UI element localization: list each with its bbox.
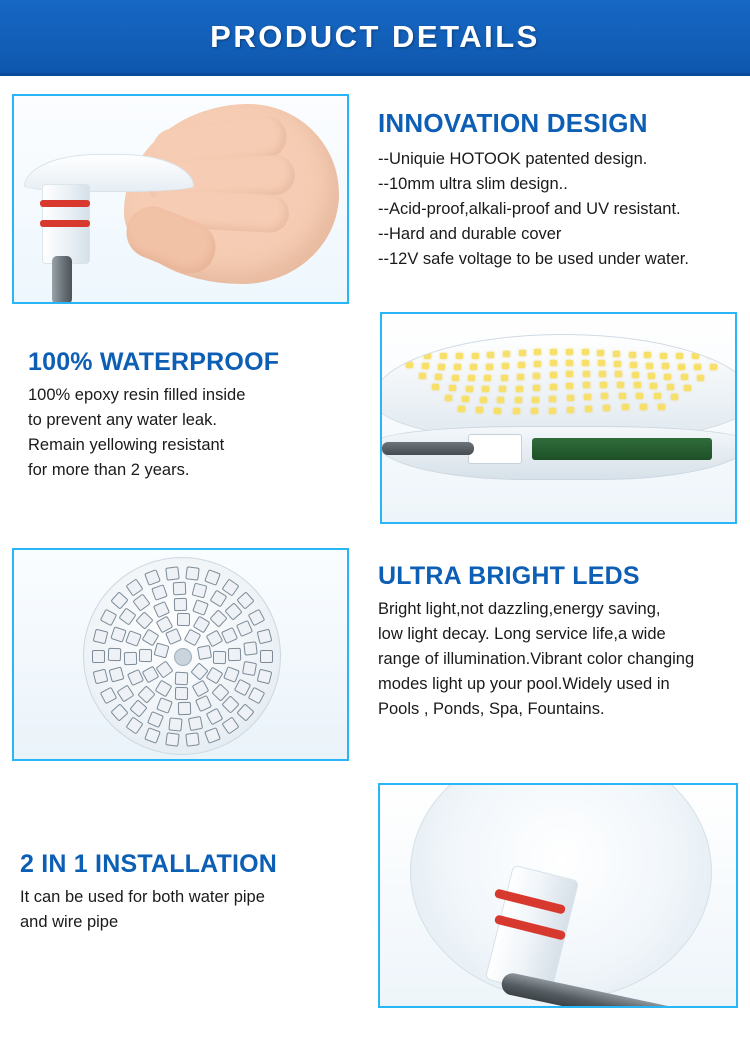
pipe-connection-illustration	[380, 785, 736, 1006]
pcb-disc-icon	[83, 557, 281, 755]
led-dot-icon	[667, 384, 674, 390]
red-ring-icon	[40, 220, 90, 227]
led-board-side-illustration	[382, 314, 735, 522]
innovation-design-line: --Hard and durable cover	[378, 225, 562, 243]
innovation-design-line: --12V safe voltage to be used under water.	[378, 250, 689, 268]
led-chip-icon	[133, 593, 151, 611]
led-dot-grid	[393, 347, 733, 417]
waterproof-line: 100% epoxy resin filled inside	[28, 386, 246, 404]
ultra-bright-leds-image	[12, 548, 349, 761]
led-chip-icon	[165, 566, 179, 580]
led-dot-icon	[723, 352, 730, 358]
page-header	[0, 0, 750, 76]
led-chip-icon	[188, 716, 203, 731]
led-chip-icon	[221, 717, 239, 735]
led-chip-icon	[92, 650, 105, 663]
led-chip-icon	[99, 687, 117, 705]
led-dot-icon	[445, 395, 452, 401]
led-dot-icon	[684, 385, 691, 391]
innovation-design-line: --10mm ultra slim design..	[378, 175, 568, 193]
led-dot-icon	[532, 397, 539, 403]
led-dot-icon	[435, 374, 442, 380]
red-ring-icon	[40, 200, 90, 207]
pcb-strip-icon	[532, 438, 712, 460]
led-chip-icon	[152, 601, 169, 618]
led-dot-icon	[603, 405, 610, 411]
led-dot-icon	[502, 363, 509, 369]
led-chip-icon	[135, 612, 153, 630]
led-chip-icon	[93, 629, 109, 645]
led-chip-icon	[175, 672, 189, 686]
led-dot-icon	[654, 393, 661, 399]
led-chip-icon	[93, 669, 109, 685]
led-dot-icon	[466, 386, 473, 392]
led-dot-icon	[482, 386, 489, 392]
waterproof-line: to prevent any water leak.	[28, 411, 217, 429]
led-chip-icon	[205, 667, 223, 685]
led-dot-icon	[583, 382, 590, 388]
led-chip-icon	[99, 609, 117, 627]
led-dot-icon	[676, 353, 683, 359]
led-chip-icon	[144, 727, 161, 744]
led-chip-icon	[155, 679, 173, 697]
led-chip-icon	[248, 609, 266, 627]
led-chip-icon	[192, 599, 209, 616]
led-dot-icon	[458, 406, 465, 412]
waterproof-line: Remain yellowing resistant	[28, 436, 225, 454]
led-dot-icon	[550, 372, 557, 378]
led-dot-icon	[660, 353, 667, 359]
led-chip-icon	[109, 667, 125, 683]
waterproof-heading: 100% WATERPROOF	[28, 348, 280, 376]
led-chip-icon	[110, 626, 127, 643]
led-chip-icon	[192, 583, 208, 599]
led-dot-icon	[550, 349, 557, 355]
pcb-center-icon	[174, 648, 192, 666]
led-chip-icon	[204, 570, 221, 587]
led-chip-icon	[144, 570, 161, 587]
led-chip-icon	[125, 630, 142, 647]
led-dot-icon	[566, 349, 573, 355]
led-dot-icon	[484, 375, 491, 381]
led-dot-icon	[549, 408, 556, 414]
led-chip-icon	[204, 727, 221, 744]
led-dot-icon	[566, 360, 573, 366]
led-chip-icon	[126, 717, 144, 735]
led-chip-icon	[139, 649, 152, 662]
led-dot-icon	[619, 393, 626, 399]
led-dot-icon	[697, 375, 704, 381]
led-dot-icon	[470, 364, 477, 370]
led-dot-icon	[487, 352, 494, 358]
led-dot-icon	[531, 408, 538, 414]
innovation-design-image	[12, 94, 349, 304]
led-chip-icon	[176, 613, 189, 626]
led-chip-icon	[221, 626, 238, 643]
waterproof-text-block	[28, 348, 358, 483]
led-dot-icon	[494, 408, 501, 414]
ultra-bright-leds-text-block	[378, 562, 746, 722]
installation-heading: 2 IN 1 INSTALLATION	[20, 850, 278, 878]
led-dot-icon	[583, 371, 590, 377]
led-dot-icon	[615, 371, 622, 377]
led-dot-icon	[503, 351, 510, 357]
led-dot-icon	[646, 363, 653, 369]
led-dot-icon	[692, 353, 699, 359]
led-dot-icon	[671, 394, 678, 400]
led-dot-icon	[518, 362, 525, 368]
component-icon	[468, 434, 522, 464]
led-dot-icon	[534, 349, 541, 355]
led-dot-icon	[409, 352, 416, 358]
led-chip-icon	[248, 687, 266, 705]
led-dot-icon	[456, 353, 463, 359]
led-dot-icon	[486, 364, 493, 370]
led-dot-icon	[632, 372, 639, 378]
led-dot-icon	[582, 349, 589, 355]
installation-line: and wire pipe	[20, 913, 119, 931]
led-dot-icon	[648, 373, 655, 379]
led-dot-icon	[566, 371, 573, 377]
led-dot-icon	[630, 362, 637, 368]
installation-image	[378, 783, 738, 1008]
led-chip-icon	[110, 703, 128, 721]
led-chip-icon	[260, 650, 273, 663]
led-chip-icon	[256, 629, 272, 645]
led-dot-icon	[617, 382, 624, 388]
innovation-design-text-block	[378, 108, 740, 272]
led-dot-icon	[517, 374, 524, 380]
circular-pcb-illustration	[14, 550, 347, 759]
led-dot-icon	[534, 361, 541, 367]
ultra-bright-leds-line: low light decay. Long service life,a wide	[378, 625, 666, 643]
led-dot-icon	[681, 374, 688, 380]
led-dot-icon	[472, 353, 479, 359]
led-chip-icon	[173, 582, 187, 596]
led-dot-icon	[449, 385, 456, 391]
led-dot-icon	[513, 408, 520, 414]
installation-text-block	[20, 850, 360, 935]
led-dot-icon	[707, 352, 714, 358]
led-dot-icon	[600, 382, 607, 388]
led-chip-icon	[177, 702, 190, 715]
led-dot-icon	[658, 404, 665, 410]
led-chip-icon	[153, 643, 169, 659]
led-dot-icon	[519, 350, 526, 356]
cable-icon	[52, 256, 72, 304]
led-dot-icon	[567, 395, 574, 401]
led-dot-icon	[710, 364, 717, 370]
led-dot-icon	[480, 397, 487, 403]
led-dot-icon	[644, 352, 651, 358]
led-chip-icon	[243, 641, 257, 655]
led-dot-icon	[566, 383, 573, 389]
led-chip-icon	[116, 684, 134, 702]
led-chip-icon	[147, 710, 164, 727]
innovation-design-line: --Uniquie HOTOOK patented design.	[378, 150, 648, 168]
led-dot-icon	[432, 384, 439, 390]
led-dot-icon	[406, 362, 413, 368]
led-dot-icon	[597, 350, 604, 356]
led-dot-icon	[584, 394, 591, 400]
led-dot-icon	[664, 374, 671, 380]
led-dot-icon	[516, 386, 523, 392]
hand-pressing-cover-illustration	[14, 96, 347, 302]
led-dot-icon	[634, 382, 641, 388]
led-chip-icon	[197, 645, 212, 660]
led-dot-icon	[601, 393, 608, 399]
led-dot-icon	[438, 364, 445, 370]
led-chip-icon	[256, 669, 272, 685]
innovation-design-line: --Acid-proof,alkali-proof and UV resistant.	[378, 200, 681, 218]
led-chip-icon	[206, 708, 224, 726]
led-chip-icon	[223, 666, 240, 683]
led-chip-icon	[236, 620, 253, 637]
led-chip-icon	[185, 733, 199, 747]
led-dot-icon	[599, 371, 606, 377]
led-dot-icon	[476, 407, 483, 413]
led-chip-icon	[156, 697, 173, 714]
led-dot-icon	[640, 404, 647, 410]
led-dot-icon	[598, 360, 605, 366]
led-chip-icon	[236, 703, 254, 721]
led-dot-icon	[422, 363, 429, 369]
innovation-design-heading: INNOVATION DESIGN	[378, 108, 648, 138]
led-dot-icon	[452, 375, 459, 381]
led-dot-icon	[678, 364, 685, 370]
led-dot-icon	[662, 363, 669, 369]
cable-icon	[382, 442, 474, 455]
waterproof-image	[380, 312, 737, 524]
led-dot-icon	[499, 386, 506, 392]
led-chip-icon	[209, 590, 227, 608]
led-dot-icon	[462, 396, 469, 402]
led-dot-icon	[622, 404, 629, 410]
led-dot-icon	[629, 352, 636, 358]
ultra-bright-leds-line: range of illumination.Vibrant color changing	[378, 650, 695, 668]
led-dot-icon	[636, 393, 643, 399]
led-chip-icon	[165, 628, 182, 645]
led-chip-icon	[118, 607, 136, 625]
waterproof-line: for more than 2 years.	[28, 461, 190, 479]
led-chip-icon	[228, 648, 241, 661]
led-chip-icon	[108, 648, 121, 661]
page-title: PRODUCT DETAILS	[210, 18, 540, 54]
led-dot-icon	[613, 351, 620, 357]
ultra-bright-leds-line: Pools , Ponds, Spa, Fountains.	[378, 700, 605, 718]
led-chip-icon	[168, 717, 182, 731]
led-dot-icon	[497, 397, 504, 403]
led-dot-icon	[393, 351, 400, 357]
led-dot-icon	[549, 396, 556, 402]
led-dot-icon	[550, 384, 557, 390]
led-chip-icon	[174, 598, 187, 611]
led-dot-icon	[533, 385, 540, 391]
led-dot-icon	[440, 353, 447, 359]
led-chip-icon	[165, 733, 179, 747]
led-chip-icon	[242, 661, 257, 676]
led-dot-icon	[550, 360, 557, 366]
led-chip-icon	[175, 687, 188, 700]
led-dot-icon	[419, 373, 426, 379]
led-dot-icon	[501, 375, 508, 381]
led-dot-icon	[468, 375, 475, 381]
installation-line: It can be used for both water pipe	[20, 888, 265, 906]
led-chip-icon	[213, 650, 226, 663]
led-dot-icon	[585, 406, 592, 412]
led-dot-icon	[567, 407, 574, 413]
led-dot-icon	[515, 397, 522, 403]
led-dot-icon	[650, 383, 657, 389]
ultra-bright-leds-line: Bright light,not dazzling,energy saving,	[378, 600, 661, 618]
led-dot-icon	[614, 361, 621, 367]
led-dot-icon	[424, 353, 431, 359]
ultra-bright-leds-line: modes light up your pool.Widely used in	[378, 675, 670, 693]
ultra-bright-leds-heading: ULTRA BRIGHT LEDS	[378, 562, 640, 590]
led-chip-icon	[185, 566, 199, 580]
led-chip-icon	[195, 695, 212, 712]
led-dot-icon	[582, 360, 589, 366]
led-chip-icon	[151, 584, 168, 601]
led-chip-icon	[124, 651, 137, 664]
led-dot-icon	[694, 364, 701, 370]
led-dot-icon	[533, 373, 540, 379]
led-dot-icon	[454, 364, 461, 370]
